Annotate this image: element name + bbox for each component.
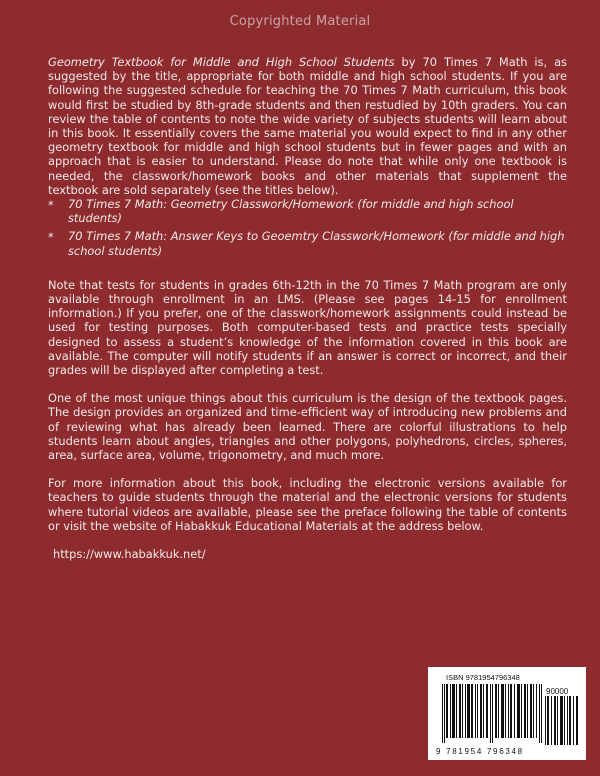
tests-paragraph: Note that tests for students in grades 6th-12th in the 70 Times 7 Math program are only available through enrollment in an LMS. (Please see pages 14-15 for enrollment information.) If you prefer, one of the classwork/homework assignments could instead be used for testing purposes. Both computer-based tests and practice tests specially designed to assess a student’s knowledge of the information covered in this book are available. The computer will notify students if an answer is correct or incorrect, and their grades will be displayed after completing a test. [48, 277, 567, 378]
bullet-asterisk: * [48, 198, 54, 213]
barcode-bars-icon [442, 684, 542, 743]
book-title: Geometry Textbook for Middle and High School Students [48, 55, 395, 69]
list-item [48, 197, 567, 225]
isbn-label: ISBN 9781954796348 [446, 673, 520, 682]
supplement-title: 70 Times 7 Math: Answer Keys to Geoemtry Classwork/Homework (for middle and high school students) [68, 229, 565, 258]
description-block [48, 55, 567, 561]
price-code: 90000 [546, 687, 569, 696]
intro-paragraph [48, 55, 567, 197]
bullet-asterisk: * [48, 230, 54, 245]
isbn-barcode [428, 667, 586, 760]
barcode-addon-icon [545, 696, 579, 745]
design-paragraph: One of the most unique things about this curriculum is the design of the textbook pages. The design provides an organized and time-efficient way of introducing new problems and of reviewing what has already been learned. There are colorful illustrations to help students learn about angles, triangles and other polygons, polyhedrons, circles, spheres, area, surface area, volume, trigonometry, and much more. [48, 391, 567, 463]
copyright-watermark: Copyrighted Material [229, 14, 371, 29]
supplement-list [48, 197, 567, 258]
isbn-digits: 9 781954 796348 [436, 747, 524, 756]
list-item [48, 229, 567, 257]
website-link[interactable]: https://www.habakkuk.net/ [53, 547, 206, 562]
more-info-paragraph: For more information about this book, including the electronic versions available for teachers to guide students through the material and the electronic versions for students where tutorial videos are available, please see the preface following the table of contents or visit the website of Habakkuk Educational Materials at the address below. [48, 476, 567, 533]
intro-text: by 70 Times 7 Math is, as suggested by the title, appropriate for both middle and high school students. If you are following the suggested schedule for teaching the 70 Times 7 Math curriculum, this book would first be studied by 8th-grade students and then restudied by 10th graders. You can review the table of contents to note the wide variety of subjects students will learn about in this book. It essentially covers the same material you would expect to find in any other geometry textbook for middle and high school students but in fewer pages and with an approach that is easier to understand. Please do note that while only one textbook is needed, the classwork/homework books and other materials that supplement the textbook are sold separately (see the titles below). [48, 55, 567, 197]
supplement-title: 70 Times 7 Math: Geometry Classwork/Homework (for middle and high school students) [68, 197, 514, 226]
